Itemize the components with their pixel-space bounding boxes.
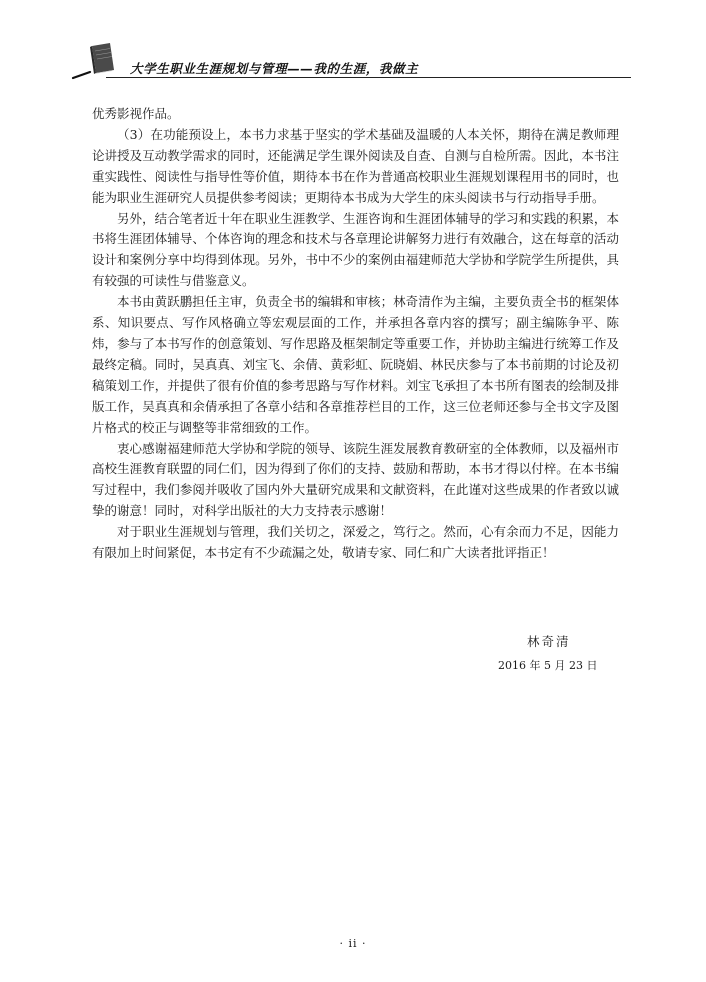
paragraph-1: 优秀影视作品。 bbox=[92, 106, 180, 121]
paragraph-5: 衷心感谢福建师范大学协和学院的领导、该院生涯发展教育教研室的全体教师，以及福州市高校生涯教育联盟的同仁们，因为得到了你们的支持、鼓励和帮助，本书才得以付梓。在本书编写过程中，我们参阅并吸收了国内外大量研究成果和文献资料，在此谨对这些成果的作者致以诚挚的谢意！同时，对科学出版社的大力支持表示感谢！ bbox=[92, 440, 619, 519]
page-number: · ii · bbox=[339, 937, 367, 950]
paragraph-3: 另外，结合笔者近十年在职业生涯教学、生涯咨询和生涯团体辅导的学习和实践的积累，本书将生涯团体辅导、个体咨询的理念和技术与各章理论讲解努力进行有效融合，这在每章的活动设计和案例分享中均得到体现。另外，书中不少的案例由福建师范大学协和学院学生所提供，具有较强的可读性与借鉴意义。 bbox=[92, 210, 619, 289]
paragraph-2: （3）在功能预设上，本书力求基于坚实的学术基础及温暖的人本关怀，期待在满足教师理论讲授及互动教学需求的同时，还能满足学生课外阅读及自查、自测与自检所需。因此，本书注重实践性、阅读性与指导性等价值，期待本书在作为普通高校职业生涯规划课程用书的同时，也能为职业生涯研究人员提供参考阅读；更期待本书成为大学生的床头阅读书与行动指导手册。 bbox=[92, 126, 619, 205]
book-icon bbox=[70, 42, 120, 80]
author-signature: 林奇清 bbox=[527, 634, 571, 649]
signature-date: 2016 年 5 月 23 日 bbox=[498, 659, 598, 672]
paragraph-4: 本书由黄跃鹏担任主审，负责全书的编辑和审核；林奇清作为主编，主要负责全书的框架体系、知识要点、写作风格确立等宏观层面的工作，并承担各章内容的撰写；副主编陈争平、陈炜，参与了本书写作的创意策划、写作思路及框架制定等重要工作，并协助主编进行统筹工作及最终定稿。同时，吴真真、刘宝飞、余倩、黄彩虹、阮晓娟、林民庆参与了本书前期的讨论及初稿策划工作，并提供了很有价值的参考思路与写作材料。刘宝飞承担了本书所有图表的绘制及排版工作，吴真真和余倩承担了各章小结和各章推荐栏目的工作，这三位老师还参与全书文字及图片格式的校正与调整等非常细致的工作。 bbox=[92, 294, 619, 435]
header-title: 大学生职业生涯规划与管理——我的生涯，我做主 bbox=[130, 61, 419, 76]
paragraph-6: 对于职业生涯规划与管理，我们关切之，深爱之，笃行之。然而，心有余而力不足，因能力有限加上时间紧促，本书定有不少疏漏之处，敬请专家、同仁和广大读者批评指正！ bbox=[92, 524, 619, 561]
header-rule bbox=[106, 77, 631, 78]
page-header bbox=[0, 0, 706, 80]
body-text bbox=[92, 104, 619, 564]
